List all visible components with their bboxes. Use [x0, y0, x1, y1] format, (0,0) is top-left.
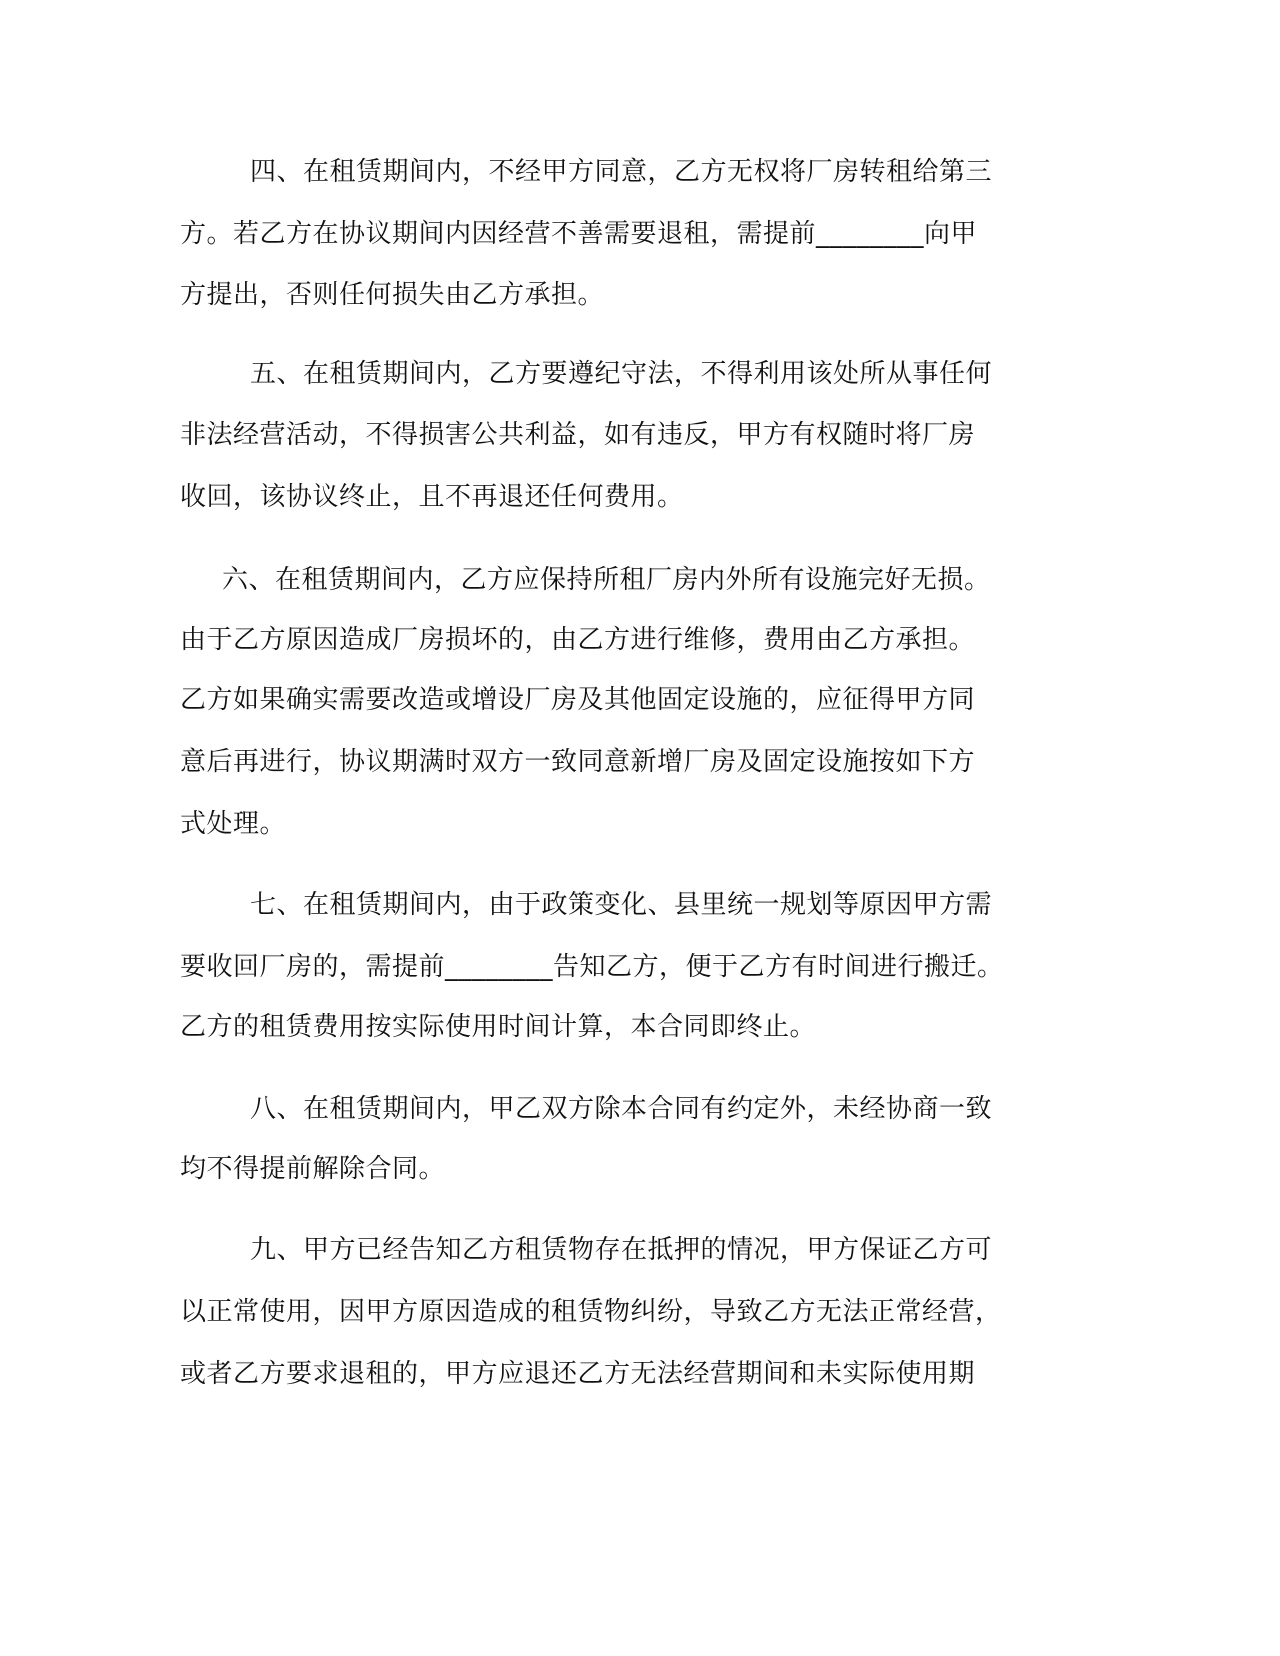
text-line: 方。若乙方在协议期间内因经营不善需要退租，需提前________向甲 — [180, 219, 978, 249]
text-line: 非法经营活动，不得损害公共利益，如有违反，甲方有权随时将厂房 — [180, 420, 976, 450]
text-line: 或者乙方要求退租的，甲方应退还乙方无法经营期间和未实际使用期 — [180, 1359, 976, 1389]
text-line: 七、在租赁期间内，由于政策变化、县里统一规划等原因甲方需 — [250, 890, 993, 920]
text-line: 八、在租赁期间内，甲乙双方除本合同有约定外，未经协商一致 — [250, 1094, 993, 1124]
text-line: 五、在租赁期间内，乙方要遵纪守法，不得利用该处所从事任何 — [250, 359, 993, 389]
text-line: 乙方的租赁费用按实际使用时间计算，本合同即终止。 — [180, 1012, 817, 1042]
text-line: 要收回厂房的，需提前________告知乙方，便于乙方有时间进行搬迁。 — [180, 952, 1004, 982]
text-line: 六、在租赁期间内，乙方应保持所租厂房内外所有设施完好无损。 — [222, 565, 991, 595]
text-line: 收回，该协议终止，且不再退还任何费用。 — [180, 482, 684, 512]
text-line: 方提出，否则任何损失由乙方承担。 — [180, 280, 605, 310]
text-line: 以正常使用，因甲方原因造成的租赁物纠纷，导致乙方无法正常经营， — [180, 1297, 1002, 1327]
text-line: 均不得提前解除合同。 — [180, 1154, 446, 1184]
text-line: 由于乙方原因造成厂房损坏的，由乙方进行维修，费用由乙方承担。 — [180, 625, 976, 655]
text-line: 式处理。 — [180, 809, 287, 839]
text-line: 乙方如果确实需要改造或增设厂房及其他固定设施的，应征得甲方同 — [180, 685, 976, 715]
text-line: 意后再进行，协议期满时双方一致同意新增厂房及固定设施按如下方 — [180, 747, 976, 777]
text-line: 九、甲方已经告知乙方租赁物存在抵押的情况，甲方保证乙方可 — [250, 1235, 993, 1265]
text-line: 四、在租赁期间内，不经甲方同意，乙方无权将厂房转租给第三 — [250, 157, 993, 187]
